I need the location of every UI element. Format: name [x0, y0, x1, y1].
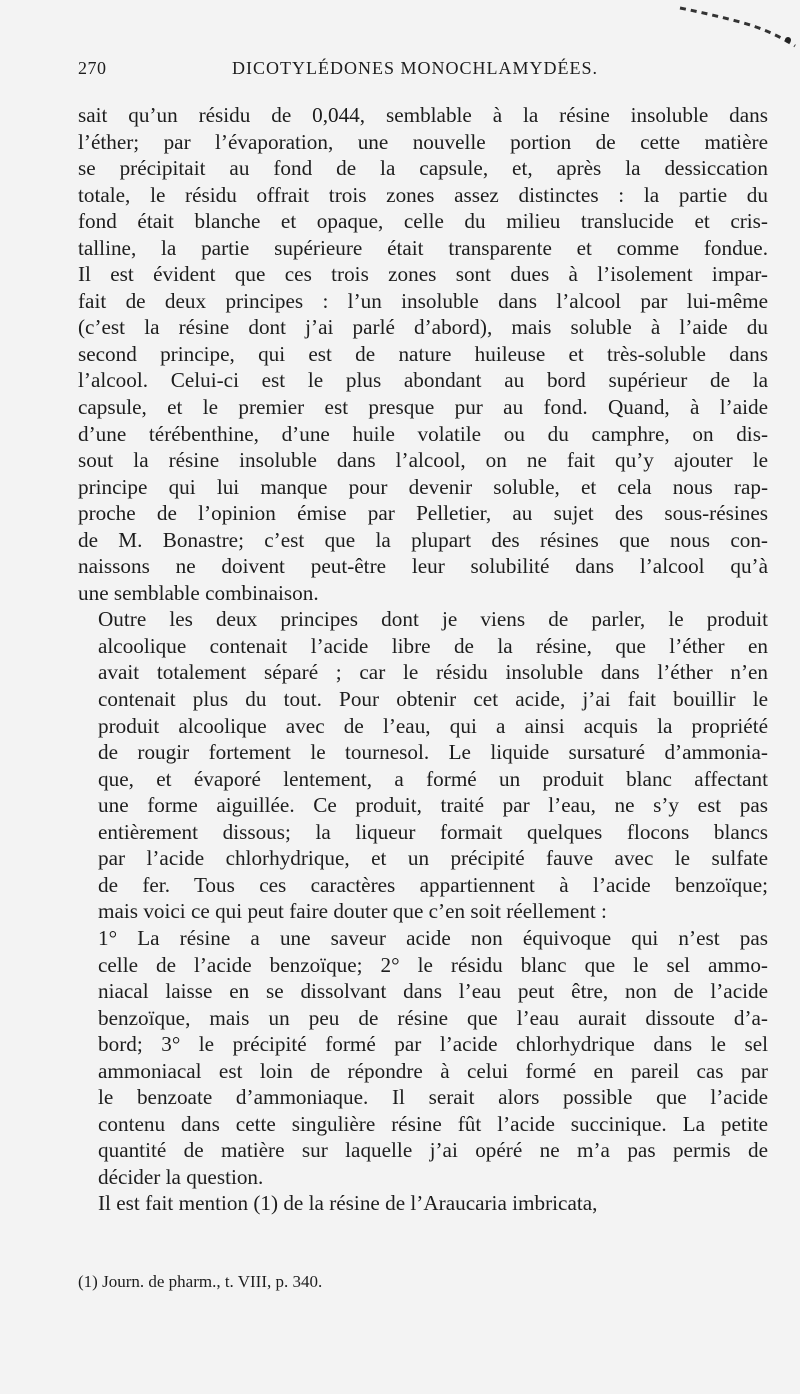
text-line: de M. Bonastre; c’est que la plupart des résines que nous con- [78, 527, 768, 552]
text-line: ammoniacal est loin de répondre à celui formé en pareil cas par [98, 1058, 768, 1083]
text-line: que, et évaporé lentement, a formé un produit blanc affectant [98, 766, 768, 791]
text-line: Outre les deux principes dont je viens de parler, le produit [98, 607, 768, 632]
text-line: niacal laisse en se dissolvant dans l’eau peut être, non de l’acide [98, 979, 768, 1004]
text-line: bord; 3° le précipité formé par l’acide chlorhydrique dans le sel [98, 1032, 768, 1057]
text-line: proche de l’opinion émise par Pelletier, au sujet des sous-résines [78, 501, 768, 526]
text-line: principe qui lui manque pour devenir soluble, et cela nous rap- [78, 474, 768, 499]
text-line: le benzoate d’ammoniaque. Il serait alors possible que l’acide [98, 1085, 768, 1110]
text-line: mais voici ce qui peut faire douter que c’en soit réellement : [98, 899, 607, 924]
text-line: totale, le résidu offrait trois zones assez distinctes : la partie du [78, 182, 768, 207]
paragraph [78, 925, 768, 1190]
text-line: une semblable combinaison. [78, 580, 319, 605]
text-line: avait totalement séparé ; car le résidu insoluble dans l’éther n’en [98, 660, 768, 685]
text-line: Il est évident que ces trois zones sont dues à l’isolement impar- [78, 262, 768, 287]
text-line: l’éther; par l’évaporation, une nouvelle portion de cette matière [78, 129, 768, 154]
text-line: capsule, et le premier est presque pur au fond. Quand, à l’aide [78, 395, 768, 420]
text-line: par l’acide chlorhydrique, et un précipité fauve avec le sulfate [98, 846, 768, 871]
text-line: fond était blanche et opaque, celle du milieu translucide et cris- [78, 209, 768, 234]
body-text [78, 102, 768, 1217]
text-line: produit alcoolique avec de l’eau, qui a ainsi acquis la propriété [98, 713, 768, 738]
text-line: d’une térébenthine, d’une huile volatile ou du camphre, on dis- [78, 421, 768, 446]
text-line: une forme aiguillée. Ce produit, traité par l’eau, ne s’y est pas [98, 793, 768, 818]
text-line: fait de deux principes : l’un insoluble dans l’alcool par lui-même [78, 288, 768, 313]
text-line: second principe, qui est de nature huileuse et très-soluble dans [78, 341, 768, 366]
text-line: celle de l’acide benzoïque; 2° le résidu blanc que le sel ammo- [98, 952, 768, 977]
page-number: 270 [78, 58, 107, 78]
text-line: l’alcool. Celui-ci est le plus abondant au bord supérieur de la [78, 368, 768, 393]
text-line: alcoolique contenait l’acide libre de la résine, que l’éther en [98, 633, 768, 658]
footnote: (1) Journ. de pharm., t. VIII, p. 340. [78, 1272, 323, 1291]
running-title: DICOTYLÉDONES MONOCHLAMYDÉES. [232, 58, 598, 78]
text-line: sait qu’un résidu de 0,044, semblable à la résine insoluble dans [78, 103, 768, 127]
text-line: (c’est la résine dont j’ai parlé d’abord), mais soluble à l’aide du [78, 315, 768, 340]
text-line: contenait plus du tout. Pour obtenir cet acide, j’ai fait bouillir le [98, 687, 768, 712]
text-line: de fer. Tous ces caractères appartiennent à l’acide benzoïque; [98, 872, 768, 897]
text-line: de rougir fortement le tournesol. Le liquide sursaturé d’ammonia- [98, 740, 768, 765]
running-head [78, 48, 768, 88]
text-line: décider la question. [98, 1164, 264, 1189]
page [78, 48, 768, 1217]
text-line: sout la résine insoluble dans l’alcool, on ne fait qu’y ajouter le [78, 448, 768, 473]
text-line: 1° La résine a une saveur acide non équivoque qui n’est pas [98, 925, 768, 950]
text-line: talline, la partie supérieure était transparente et comme fondue. [78, 235, 768, 260]
text-line: naissons ne doivent peut-être leur solubilité dans l’alcool qu’à [78, 554, 768, 579]
text-line: Il est fait mention (1) de la résine de l’Araucaria imbricata, [98, 1191, 598, 1216]
text-line: benzoïque, mais un peu de résine que l’eau aurait dissoute d’a- [98, 1005, 768, 1030]
text-line: entièrement dissous; la liqueur formait quelques flocons blancs [98, 819, 768, 844]
paragraph [78, 1190, 768, 1217]
paragraph [78, 606, 768, 925]
paragraph [78, 102, 768, 606]
text-line: se précipitait au fond de la capsule, et, après la dessiccation [78, 156, 768, 181]
text-line: quantité de matière sur laquelle j’ai opéré ne m’a pas permis de [98, 1138, 768, 1163]
text-line: contenu dans cette singulière résine fût l’acide succinique. La petite [98, 1111, 768, 1136]
